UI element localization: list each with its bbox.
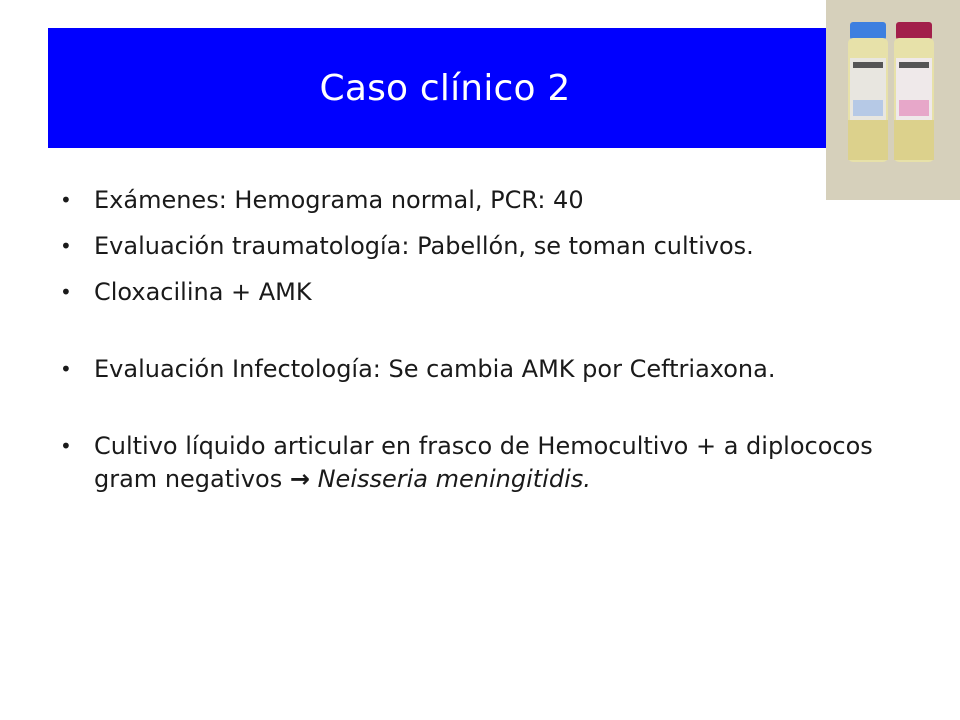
bullet-text: Cultivo líquido articular en frasco de Hemocultivo + a diplococos gram negativos	[94, 432, 873, 493]
bullet-text: Evaluación Infectología: Se cambia AMK por Ceftriaxona.	[94, 355, 776, 383]
bullet-item	[60, 230, 920, 263]
bullet-dot: •	[60, 234, 72, 258]
bullet-text: Evaluación traumatología: Pabellón, se toman cultivos.	[94, 232, 754, 260]
title-bar	[48, 28, 842, 148]
bullet-text: Exámenes: Hemograma normal, PCR: 40	[94, 186, 584, 214]
bullet-dot: •	[60, 434, 72, 458]
bullet-item	[60, 276, 920, 309]
bullet-text-italic: Neisseria meningitidis.	[317, 465, 591, 493]
bullet-item	[60, 184, 920, 217]
slide-title: Caso clínico 2	[319, 67, 571, 109]
bullet-item	[60, 430, 920, 496]
bullet-dot: •	[60, 357, 72, 381]
bullet-dot: •	[60, 280, 72, 304]
bullet-item	[60, 353, 920, 386]
arrow-right-icon: →	[289, 465, 310, 493]
bullet-text: Cloxacilina + AMK	[94, 278, 312, 306]
bullet-dot: •	[60, 188, 72, 212]
vial-photo	[826, 0, 960, 200]
bullet-list	[60, 184, 920, 496]
